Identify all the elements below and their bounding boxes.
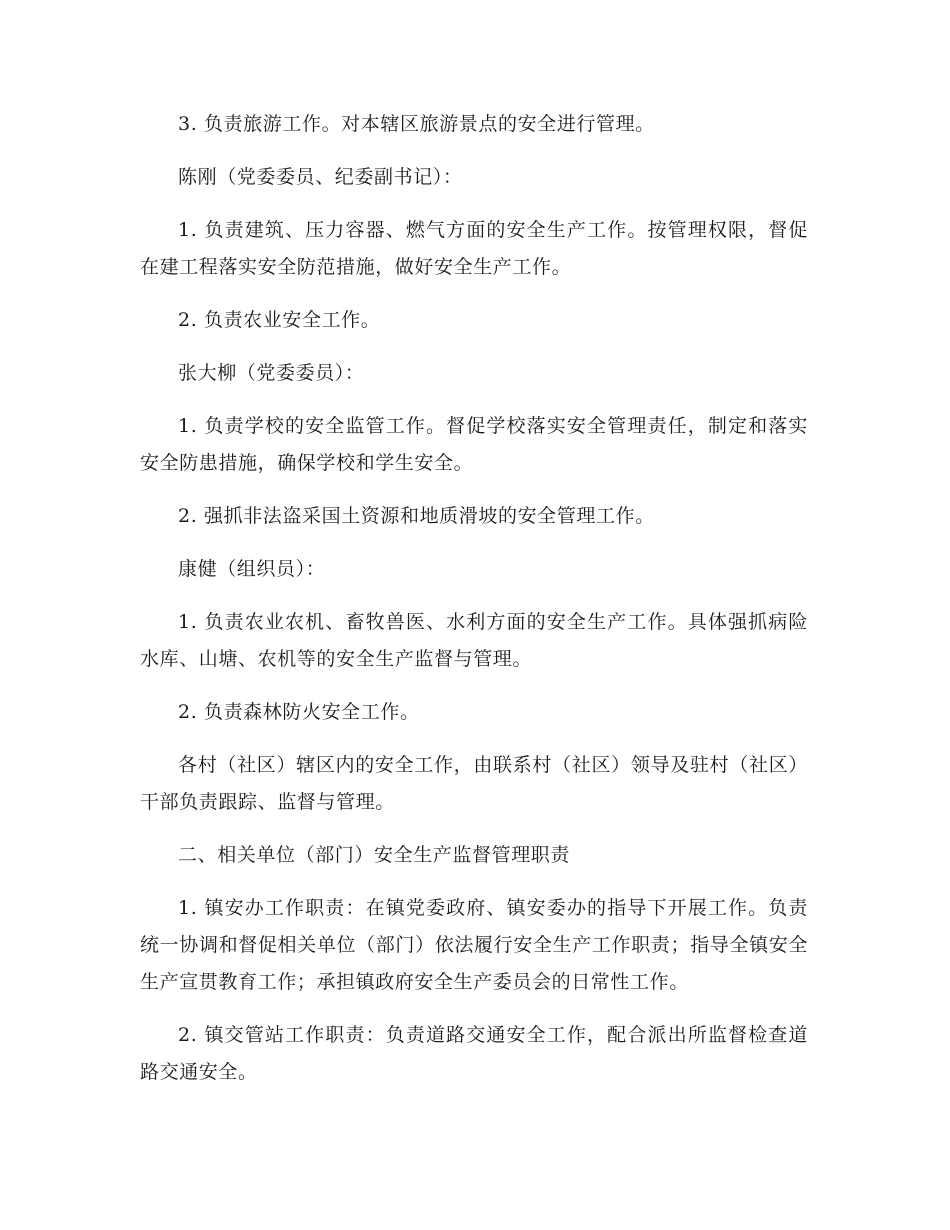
paragraph-construction-duty: 1. 负责建筑、压力容器、燃气方面的安全生产工作。按管理权限，督促在建工程落实安全防范措施，做好安全生产工作。 — [140, 219, 808, 278]
section-heading-departments: 二、相关单位（部门）安全生产监督管理职责 — [178, 844, 571, 866]
paragraph-forest-fire: 2. 负责森林防火安全工作。 — [178, 701, 420, 723]
paragraph-zhang-daliu-heading: 张大柳（党委委员）： — [178, 362, 365, 384]
paragraph-agri-machinery: 1. 负责农业农机、畜牧兽医、水利方面的安全生产工作。具体强抓病险水库、山塘、农机等的安全生产监督与管理。 — [140, 611, 808, 670]
paragraph-land-resources: 2. 强抓非法盗采国土资源和地质滑坡的安全管理工作。 — [178, 505, 655, 527]
paragraph-school-safety: 1. 负责学校的安全监管工作。督促学校落实安全管理责任，制定和落实安全防患措施，确保学校和学生安全。 — [140, 415, 808, 474]
paragraph-traffic-station: 2. 镇交管站工作职责：负责道路交通安全工作，配合派出所监督检查道路交通安全。 — [140, 1024, 808, 1083]
paragraph-village-safety: 各村（社区）辖区内的安全工作，由联系村（社区）领导及驻村（社区）干部负责跟踪、监督与管理。 — [140, 754, 808, 813]
paragraph-chen-gang-heading: 陈刚（党委委员、纪委副书记）： — [178, 166, 463, 188]
paragraph-agriculture-safety: 2. 负责农业安全工作。 — [178, 309, 381, 331]
paragraph-tourism-duty: 3. 负责旅游工作。对本辖区旅游景点的安全进行管理。 — [178, 113, 655, 135]
paragraph-kang-jian-heading: 康健（组织员）： — [178, 558, 326, 580]
document-body — [140, 106, 808, 1107]
paragraph-safety-office: 1. 镇安办工作职责：在镇党委政府、镇安委办的指导下开展工作。负责统一协调和督促相关单位（部门）依法履行安全生产工作职责；指导全镇安全生产宣贯教育工作；承担镇政府安全生产委员会的日常性工作。 — [140, 897, 808, 993]
